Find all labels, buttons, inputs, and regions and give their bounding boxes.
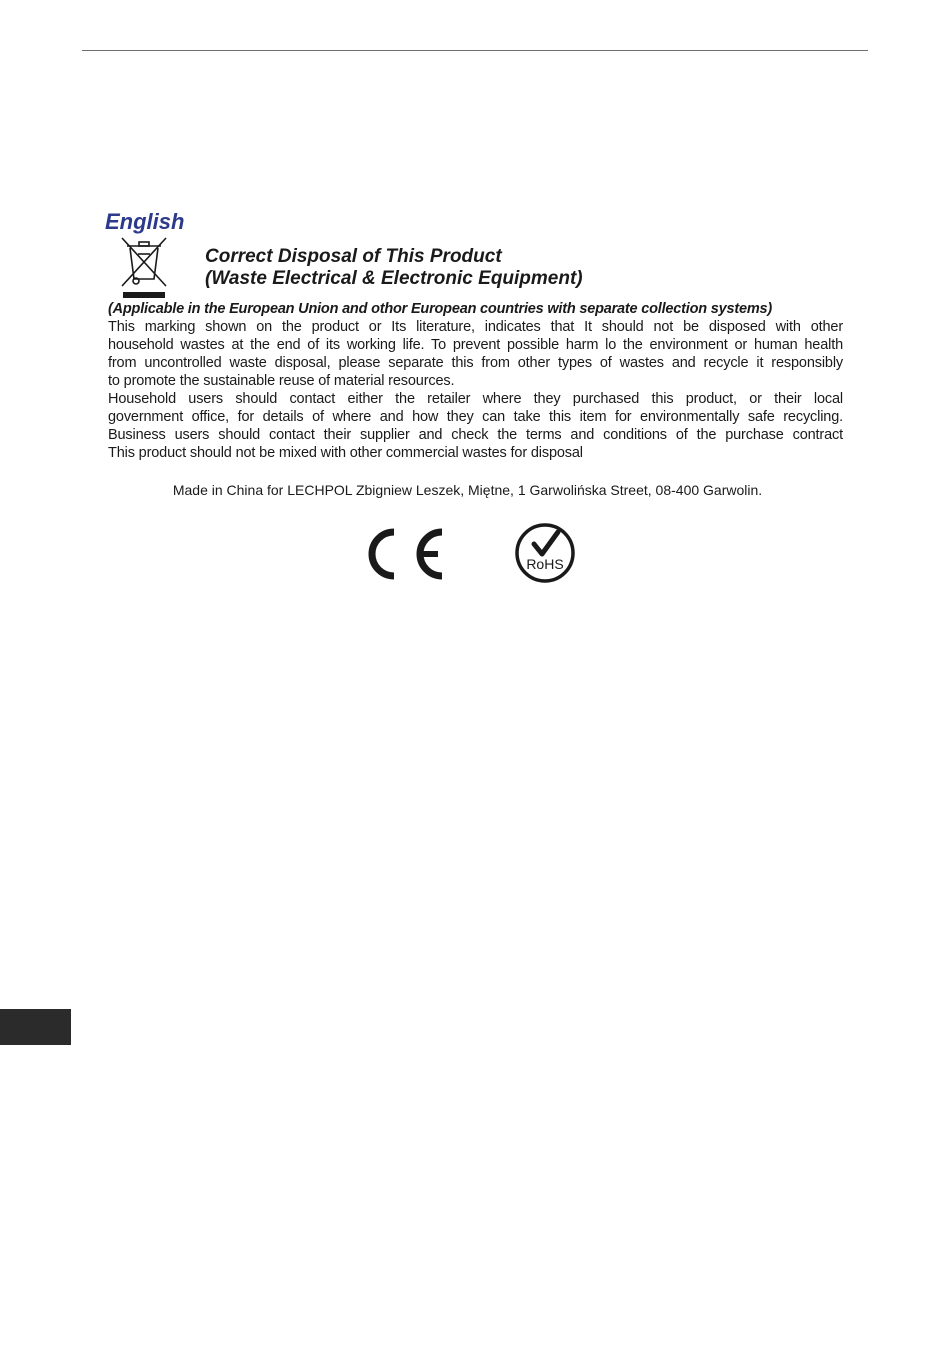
- text-line: household wastes at the end of its working life. To prevent possible harm lo the environment or human health: [108, 337, 843, 353]
- disposal-heading: [205, 246, 583, 290]
- text-line: from uncontrolled waste disposal, please separate this from other types of wastes and recycle it responsibly: [108, 355, 843, 371]
- disposal-text: [108, 300, 843, 462]
- text-line: government office, for details of where and how they can take this item for environmentally safe recycling.: [108, 409, 843, 425]
- rohs-label: RoHS: [526, 556, 564, 572]
- header-rule: [82, 50, 868, 51]
- text-line: This marking shown on the product or Its literature, indicates that It should not be disposed with other: [108, 319, 843, 335]
- page-side-tab: [0, 1009, 71, 1045]
- language-title: English: [105, 209, 185, 234]
- paragraph-3: [108, 426, 843, 462]
- applicability-note: (Applicable in the European Union and othor European countries with separate collection systems): [108, 301, 773, 317]
- rohs-icon: [514, 522, 576, 584]
- crossed-out-bin-icon: [118, 236, 170, 300]
- heading-line-1: Correct Disposal of This Product: [205, 246, 502, 267]
- ce-mark-icon: [362, 524, 446, 584]
- text-line: to promote the sustainable reuse of material resources.: [108, 373, 455, 389]
- manufacturer-note: Made in China for LECHPOL Zbigniew Leszek, Miętne, 1 Garwolińska Street, 08-400 Garwolin.: [172, 482, 763, 498]
- paragraph-1: [108, 318, 843, 390]
- text-line: Business users should contact their supplier and check the terms and conditions of the purchase contract: [108, 427, 843, 443]
- text-line: This product should not be mixed with other commercial wastes for disposal: [108, 445, 583, 461]
- text-line: Household users should contact either the retailer where they purchased this product, or their local: [108, 391, 843, 407]
- paragraph-2: [108, 390, 843, 426]
- heading-line-2: (Waste Electrical & Electronic Equipment): [205, 268, 583, 289]
